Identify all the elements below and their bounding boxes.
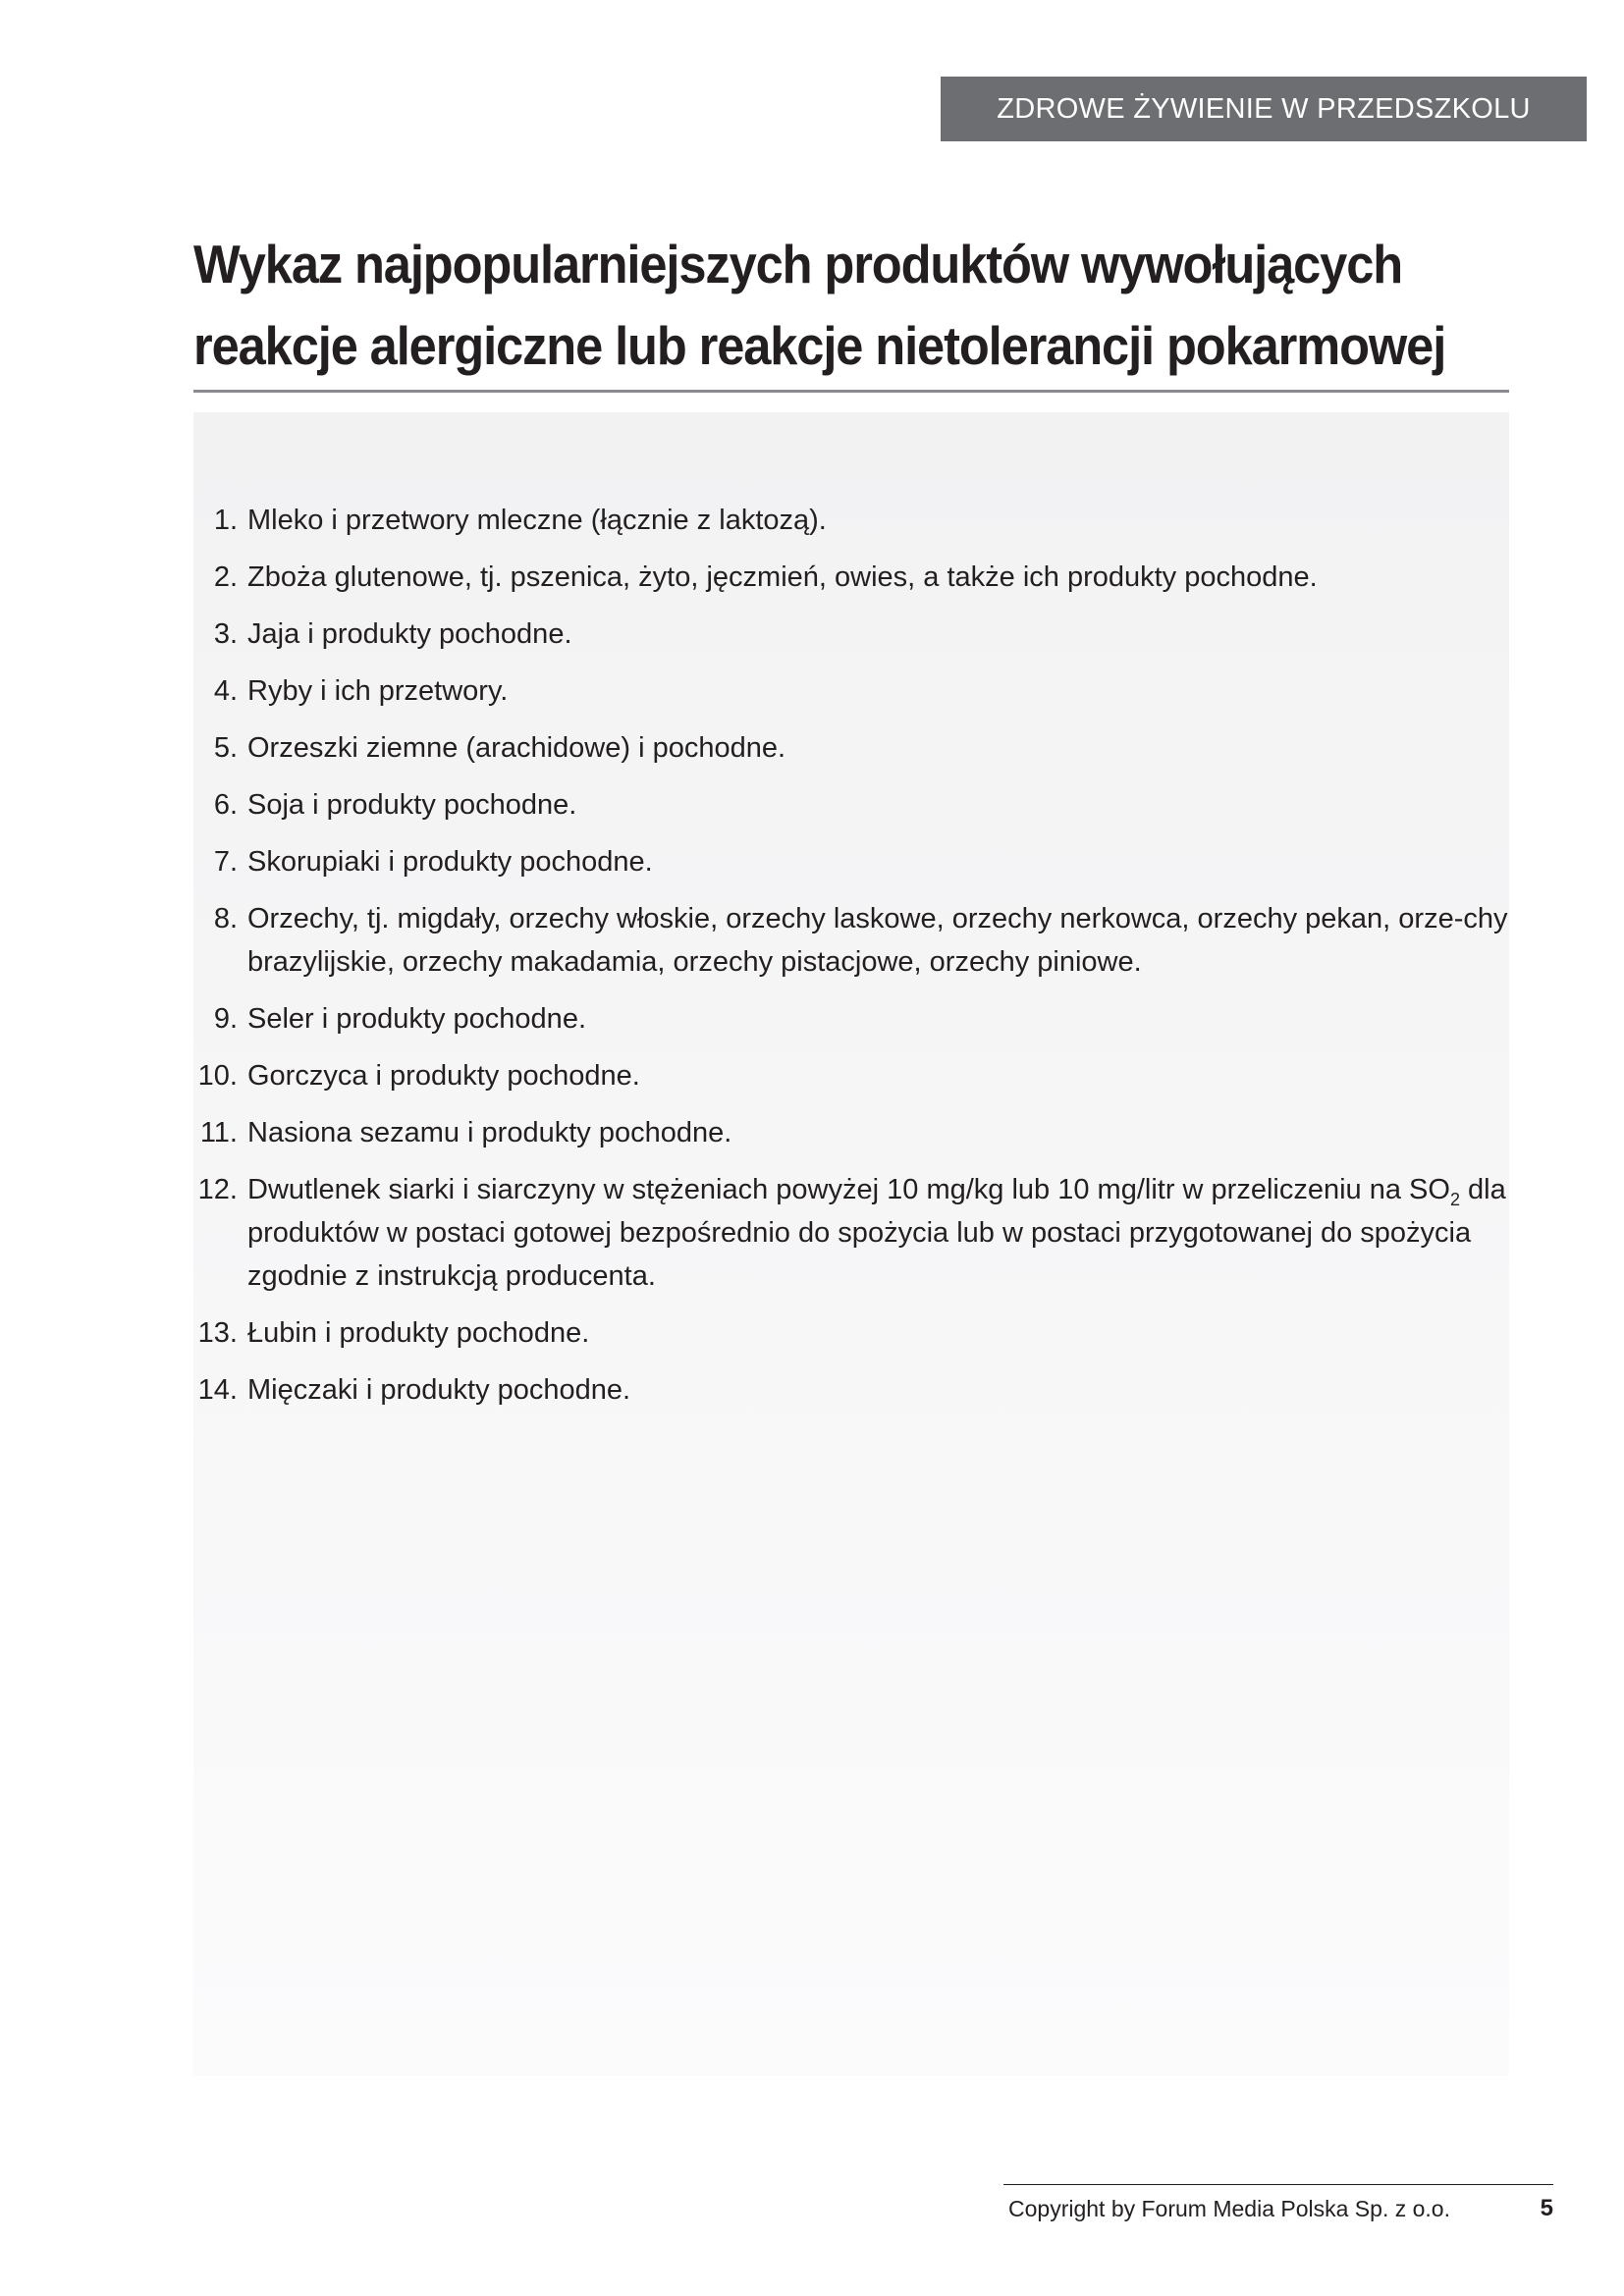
footer-copyright: Copyright by Forum Media Polska Sp. z o.o. <box>1008 2196 1450 2221</box>
section-header-banner: ZDROWE ŻYWIENIE W PRZEDSZKOLU <box>941 77 1587 141</box>
list-item-text: Nasiona sezamu i produkty pochodne. <box>247 1117 732 1148</box>
list-item <box>193 1168 1509 1298</box>
list-item <box>193 613 1509 656</box>
list-item-text: Seler i produkty pochodne. <box>247 1003 586 1035</box>
subscript-two: 2 <box>1449 1189 1460 1209</box>
page-title-line-1: Wykaz najpopularniejszych produktów wywołujących <box>193 234 1403 294</box>
list-item-text: Skorupiaki i produkty pochodne. <box>247 846 653 878</box>
list-item-text-part: dla produktów w postaci gotowej bezpośrednio do spożycia lub w postaci przygotowanej do spożycia zgodnie z instrukcją producenta. <box>247 1174 1506 1292</box>
list-item <box>193 726 1509 770</box>
list-item-number: 8. <box>213 903 238 934</box>
list-item-number: 10. <box>197 1060 238 1092</box>
list-item <box>193 1311 1509 1355</box>
list-item-text-part: Dwutlenek siarki i siarczyny w stężeniach powyżej 10 mg/kg lub 10 mg/litr w przeliczeniu na SO <box>247 1174 1450 1205</box>
list-item <box>193 1368 1509 1412</box>
list-item-number: 12. <box>197 1174 238 1205</box>
list-item-number: 7. <box>213 846 238 878</box>
list-item-text: Mięczaki i produkty pochodne. <box>247 1374 631 1406</box>
list-item-number: 2. <box>213 561 238 593</box>
list-item-number: 4. <box>213 675 238 707</box>
list-item-number: 11. <box>199 1117 238 1148</box>
list-item <box>193 499 1509 542</box>
list-item-text: Orzeszki ziemne (arachidowe) i pochodne. <box>247 732 786 764</box>
list-item-text: Mleko i przetwory mleczne (łącznie z laktozą). <box>247 505 827 536</box>
list-item-text: Soja i produkty pochodne. <box>247 789 577 821</box>
list-item-number: 9. <box>213 1003 238 1035</box>
list-item-number: 14. <box>197 1374 238 1406</box>
list-item <box>193 783 1509 827</box>
list-item <box>193 897 1509 984</box>
list-item-text <box>247 1168 1509 1298</box>
list-item <box>193 1054 1509 1097</box>
list-item-number: 3. <box>213 618 238 650</box>
list-item <box>193 556 1509 599</box>
list-item-number: 6. <box>213 789 238 821</box>
list-item-text: Ryby i ich przetwory. <box>247 675 509 707</box>
list-item-text: Łubin i produkty pochodne. <box>247 1317 590 1349</box>
list-item <box>193 840 1509 883</box>
allergen-list <box>193 499 1509 1425</box>
list-item-number: 13. <box>197 1317 238 1349</box>
page-title-line-2: reakcje alergiczne lub reakcje nietolerancji pokarmowej <box>193 315 1446 376</box>
list-item-text: Gorczyca i produkty pochodne. <box>247 1060 640 1092</box>
list-item <box>193 669 1509 713</box>
list-item-number: 1. <box>213 505 238 536</box>
list-item-text: Zboża glutenowe, tj. pszenica, żyto, jęczmień, owies, a także ich produkty pochodne. <box>247 561 1318 593</box>
list-item-text: Orzechy, tj. migdały, orzechy włoskie, orzechy laskowe, orzechy nerkowca, orzechy pekan, orze-chy brazylijskie, orzechy makadamia, orzechy pistacjowe, orzechy piniowe. <box>247 903 1508 978</box>
list-item-number: 5. <box>213 732 238 764</box>
page-number: 5 <box>1540 2195 1553 2221</box>
list-item-text: Jaja i produkty pochodne. <box>247 618 572 650</box>
page-title <box>193 224 1446 387</box>
title-divider <box>193 390 1509 393</box>
list-item <box>193 997 1509 1041</box>
list-item <box>193 1111 1509 1154</box>
footer-divider <box>1003 2184 1553 2185</box>
